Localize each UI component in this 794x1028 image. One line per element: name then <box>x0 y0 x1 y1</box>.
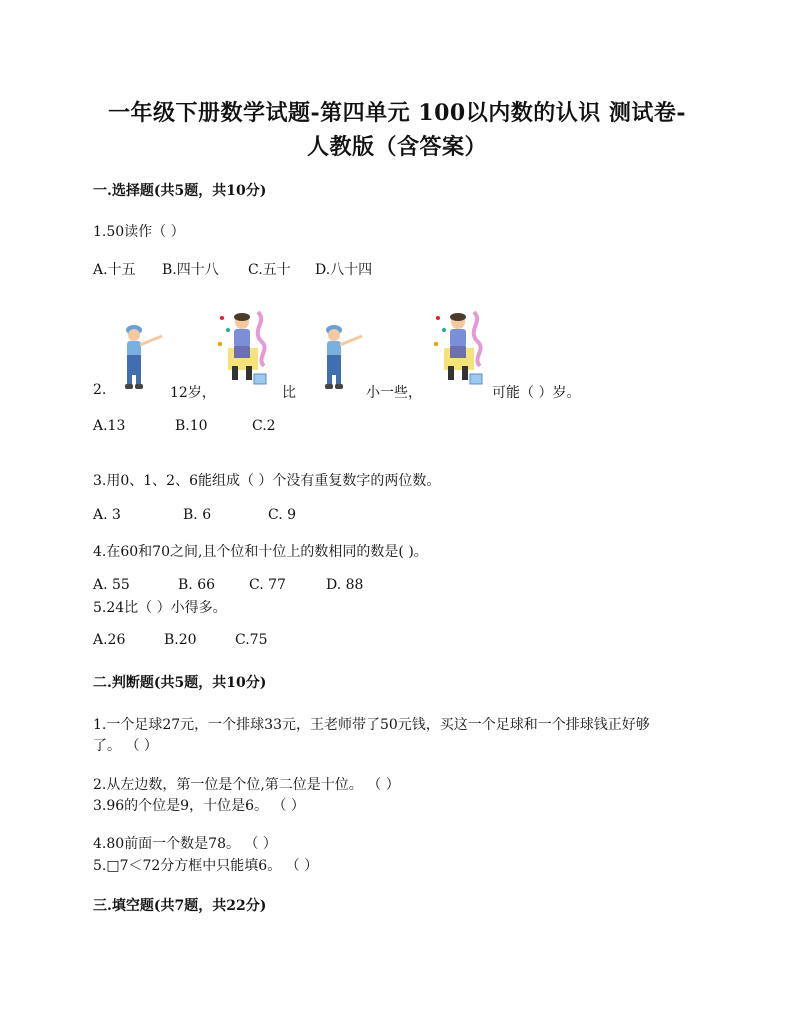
q1-option-b: B.四十八 <box>162 262 219 278</box>
boy-sitting-gift-image-2 <box>430 308 492 390</box>
q4-option-a: A. 55 <box>93 577 130 593</box>
q1-option-a: A.十五 <box>93 262 136 278</box>
q3-option-a: A. 3 <box>93 507 121 523</box>
q5-option-c: C.75 <box>235 632 268 648</box>
judgement-4: 4.80前面一个数是78。 （ ） <box>93 836 277 852</box>
q3-option-c: C. 9 <box>268 507 297 523</box>
boy-sitting-gift-image <box>214 308 276 390</box>
q4-option-b: B. 66 <box>178 577 216 593</box>
question-2-prefix: 2. <box>93 382 107 398</box>
judgement-2: 2.从左边数，第一位是个位,第二位是十位。 （ ） <box>93 777 400 793</box>
q2-option-b: B.10 <box>175 418 208 434</box>
page-title-line1: 一年级下册数学试题-第四单元 100以内数的认识 测试卷- <box>107 100 686 126</box>
judgement-3: 3.96的个位是9，十位是6。 （ ） <box>93 798 305 814</box>
q1-option-d: D.八十四 <box>315 262 373 278</box>
judgement-1-line2: 了。 （ ） <box>93 738 158 754</box>
q5-option-a: A.26 <box>93 632 126 648</box>
q5-option-b: B.20 <box>164 632 197 648</box>
question-5-stem: 5.24比（ ）小得多。 <box>93 600 227 616</box>
question-2-age: 12岁， <box>170 385 216 401</box>
q2-option-c: C.2 <box>252 418 276 434</box>
question-1-stem: 1.50读作（ ） <box>93 224 185 240</box>
question-3-stem: 3.用0、1、2、6能组成（ ）个没有重复数字的两位数。 <box>93 473 441 489</box>
q4-option-d: D. 88 <box>326 577 364 593</box>
question-4-stem: 4.在60和70之间,且个位和十位上的数相同的数是( )。 <box>93 544 428 560</box>
question-2-compare: 比 <box>282 385 296 401</box>
section-heading-choice: 一.选择题(共5题，共10分) <box>93 183 267 199</box>
section-heading-fill-blank: 三.填空题(共7题，共22分) <box>93 898 267 914</box>
page-title-line2: 人教版（含答案） <box>306 134 487 160</box>
q2-option-a: A.13 <box>93 418 126 434</box>
judgement-1-line1: 1.一个足球27元，一个排球33元，王老师带了50元钱，买这一个足球和一个排球钱正好够 <box>93 717 650 733</box>
question-2-maybe: 可能（ ）岁。 <box>492 385 581 401</box>
section-heading-judgement: 二.判断题(共5题，共10分) <box>93 675 267 691</box>
q3-option-b: B. 6 <box>183 507 212 523</box>
q4-option-c: C. 77 <box>249 577 286 593</box>
boy-pointing-image <box>110 318 170 392</box>
question-2-less: 小一些， <box>366 385 422 401</box>
boy-pointing-image-2 <box>310 318 370 392</box>
judgement-5: 5.□7＜72分方框中只能填6。 （ ） <box>93 858 319 874</box>
q1-option-c: C.五十 <box>248 262 291 278</box>
